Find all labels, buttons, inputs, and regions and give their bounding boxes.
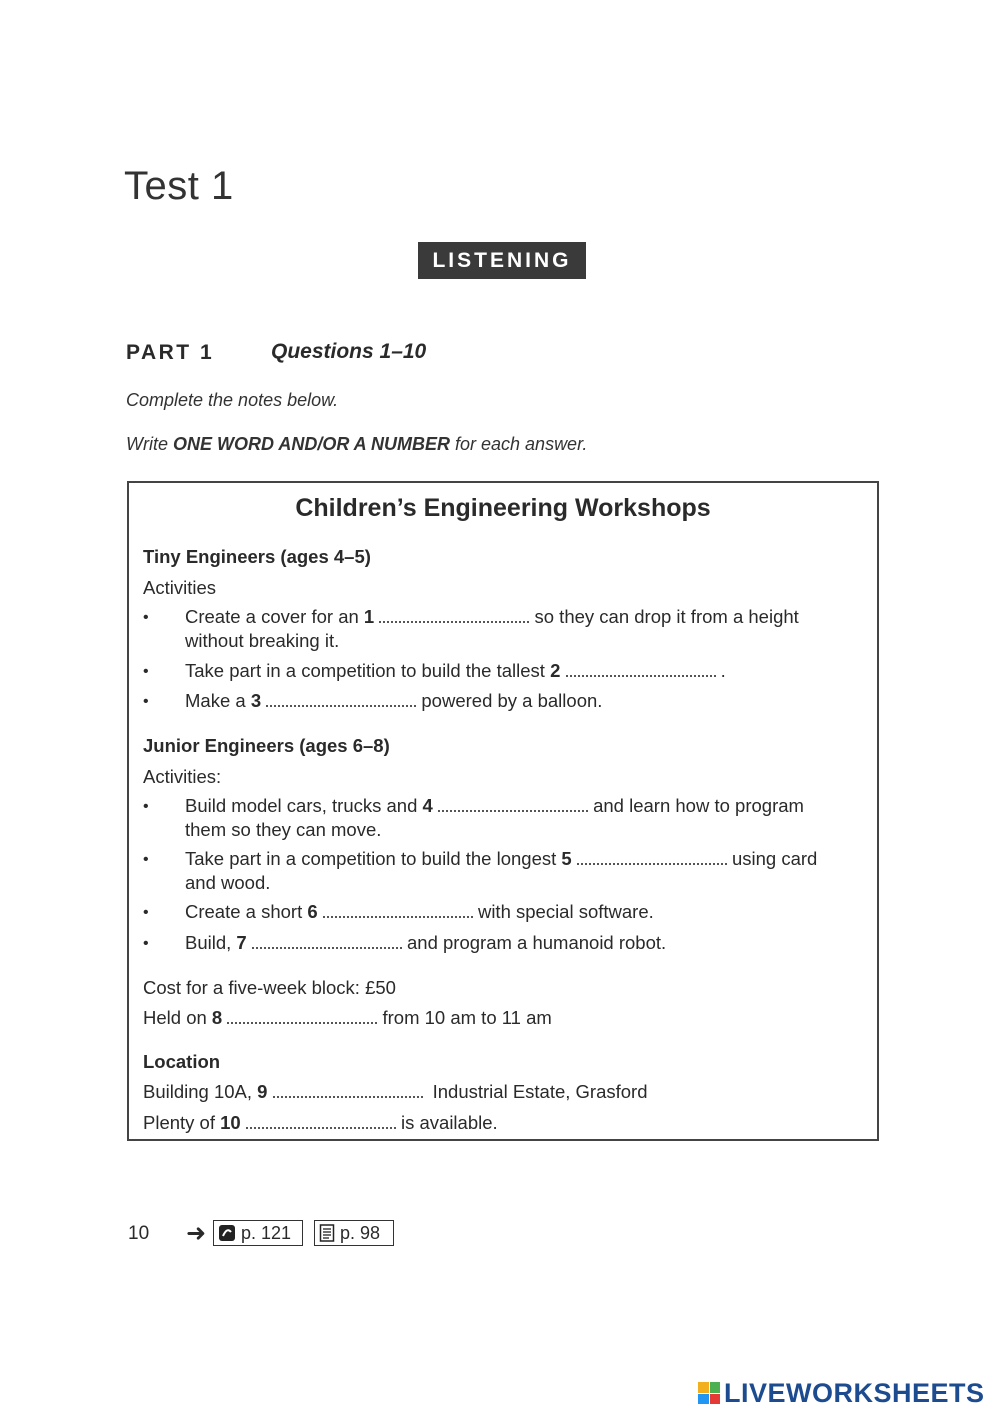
bullet-icon: • — [143, 693, 149, 710]
location-heading: Location — [143, 1051, 221, 1072]
question-5-line — [185, 848, 817, 870]
instruction-bold: ONE WORD AND/OR A NUMBER — [173, 434, 450, 454]
bullet-icon: • — [143, 851, 149, 868]
answer-blank-4[interactable] — [438, 809, 588, 812]
q5-post: using card — [726, 848, 818, 869]
question-6-line — [185, 901, 654, 923]
q6-number: 6 — [307, 901, 318, 922]
answer-blank-7[interactable] — [252, 946, 402, 949]
q9-post: Industrial Estate, Grasford — [432, 1081, 648, 1102]
q4-number: 4 — [422, 795, 433, 816]
q4-post: and learn how to program — [587, 795, 804, 816]
q8-pre: Held on — [143, 1007, 212, 1028]
q1-number: 1 — [363, 606, 375, 627]
answer-blank-5[interactable] — [577, 862, 727, 865]
answer-blank-8[interactable] — [227, 1021, 377, 1024]
q7-post: and program a humanoid robot. — [401, 932, 667, 953]
notes-title: Children’s Engineering Workshops — [295, 494, 711, 522]
answer-key-icon — [319, 1224, 335, 1248]
q7-pre: Build, — [185, 932, 237, 953]
audio-script-reference[interactable] — [213, 1220, 303, 1246]
answer-blank-9[interactable] — [273, 1095, 423, 1098]
answer-key-reference[interactable] — [314, 1220, 394, 1246]
arrow-right-icon: ➜ — [186, 1220, 207, 1247]
question-4-continuation: them so they can move. — [185, 819, 382, 840]
question-2-line — [185, 660, 726, 682]
q10-post: is available. — [395, 1112, 498, 1133]
q2-post: . — [715, 660, 726, 681]
cost-line: Cost for a five-week block: £50 — [143, 977, 396, 998]
q1-post: so they can drop it from a height — [529, 606, 799, 627]
q1-pre: Create a cover for an — [185, 606, 364, 627]
liveworksheets-logo-icon — [698, 1382, 720, 1404]
q9-pre: Building 10A, — [143, 1081, 258, 1102]
q3-number: 3 — [250, 690, 262, 711]
instruction-complete-notes: Complete the notes below. — [126, 390, 339, 410]
q5-number: 5 — [561, 848, 572, 869]
liveworksheets-watermark: LIVEWORKSHEETS — [724, 1378, 985, 1408]
audio-script-icon — [218, 1224, 236, 1248]
answer-blank-1[interactable] — [379, 620, 529, 623]
instruction-word-limit — [126, 434, 587, 455]
questions-label: Questions 1–10 — [271, 340, 427, 363]
q5-pre: Take part in a competition to build the longest — [185, 848, 562, 869]
question-3-line — [185, 690, 602, 712]
part-label: PART 1 — [126, 341, 215, 364]
q3-post: powered by a balloon. — [416, 690, 603, 711]
question-9-line — [143, 1081, 648, 1103]
tiny-activities-label: Activities — [143, 577, 216, 598]
q6-post: with special software. — [472, 901, 654, 922]
answer-blank-10[interactable] — [246, 1126, 396, 1129]
answer-key-page: p. 98 — [340, 1223, 381, 1243]
junior-activities-label: Activities: — [143, 766, 222, 787]
question-10-line — [143, 1112, 498, 1134]
q10-number: 10 — [220, 1112, 241, 1133]
tiny-engineers-heading: Tiny Engineers (ages 4–5) — [143, 546, 371, 567]
answer-blank-2[interactable] — [566, 674, 716, 677]
q4-pre: Build model cars, trucks and — [185, 795, 423, 816]
question-1-line — [185, 606, 799, 628]
question-4-line — [185, 795, 804, 817]
audio-script-page: p. 121 — [241, 1223, 292, 1243]
question-5-continuation: and wood. — [185, 872, 271, 893]
q8-number: 8 — [211, 1007, 223, 1028]
question-1-continuation: without breaking it. — [185, 630, 340, 651]
page-number: 10 — [128, 1223, 150, 1244]
page-title: Test 1 — [124, 164, 234, 208]
answer-blank-3[interactable] — [266, 704, 416, 707]
q7-number: 7 — [236, 932, 247, 953]
answer-blank-6[interactable] — [323, 915, 473, 918]
q3-pre: Make a — [185, 690, 251, 711]
instruction-pre: Write — [126, 434, 173, 454]
q6-pre: Create a short — [185, 901, 308, 922]
bullet-icon: • — [143, 798, 149, 815]
bullet-icon: • — [143, 935, 149, 952]
q8-post: from 10 am to 11 am — [377, 1007, 552, 1028]
q10-pre: Plenty of — [143, 1112, 221, 1133]
bullet-icon: • — [143, 609, 149, 626]
question-8-line — [143, 1007, 552, 1029]
section-badge: LISTENING — [418, 242, 586, 279]
question-7-line — [185, 932, 666, 954]
junior-engineers-heading: Junior Engineers (ages 6–8) — [143, 735, 390, 756]
bullet-icon: • — [143, 663, 149, 680]
q2-number: 2 — [550, 660, 561, 681]
q2-pre: Take part in a competition to build the tallest — [185, 660, 551, 681]
q9-number: 9 — [257, 1081, 268, 1102]
bullet-icon: • — [143, 904, 149, 921]
instruction-post: for each answer. — [450, 434, 588, 454]
